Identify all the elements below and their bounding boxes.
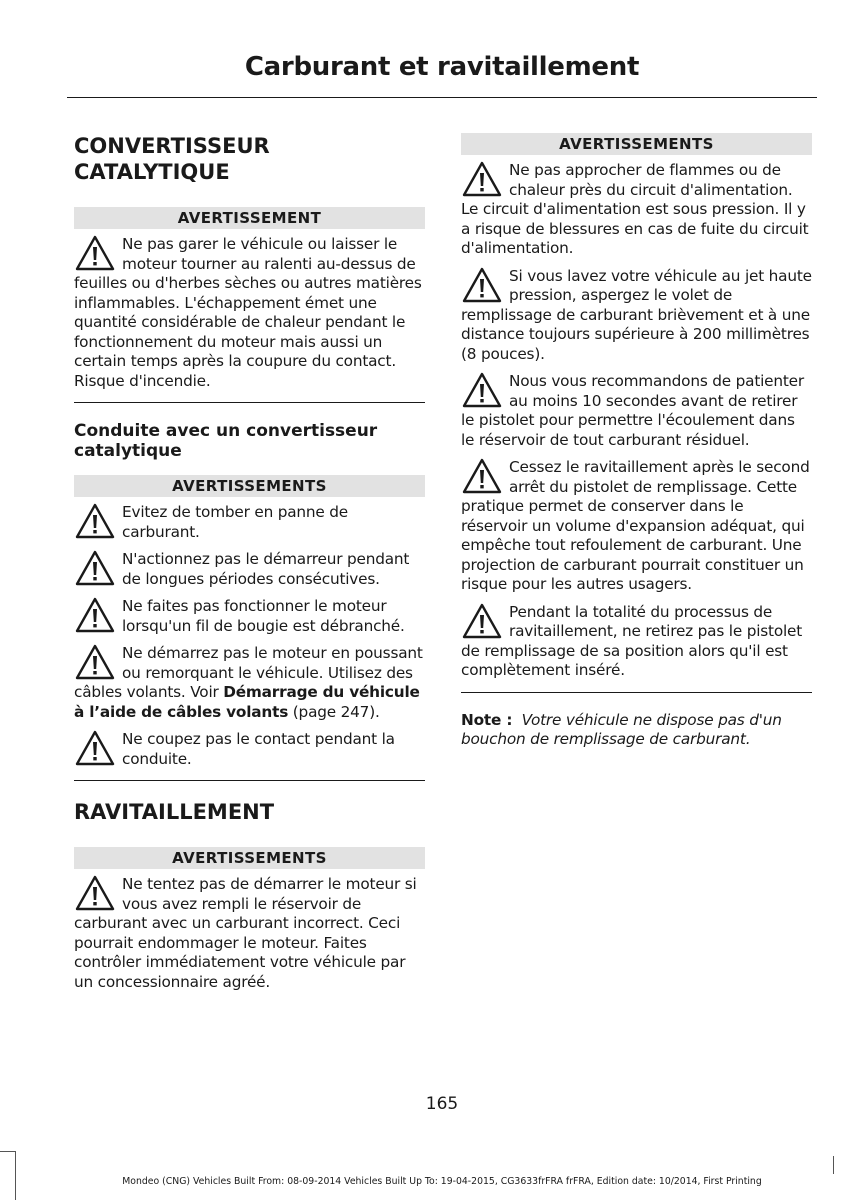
warning-box-header: AVERTISSEMENT [74, 207, 425, 229]
page-reference: (page 247). [288, 702, 380, 721]
warning-text: Evitez de tomber en panne de carburant. [122, 503, 349, 541]
page-title: Carburant et ravitaillement [244, 52, 640, 82]
warning-item [461, 372, 812, 450]
warning-triangle-icon [75, 550, 115, 587]
page-number: 165 [425, 1094, 459, 1114]
crop-mark [15, 1152, 16, 1200]
warning-triangle-icon [75, 503, 115, 540]
warning-item [74, 875, 425, 992]
warnings-box [461, 133, 812, 693]
warning-text: Ne faites pas fonctionner le moteur lorsqu'un fil de bougie est débranché. [122, 597, 405, 635]
note-label: Note : [461, 710, 513, 729]
warning-text: Ne pas approcher de flammes ou de chaleur près du circuit d'alimentation. Le circuit d'alimentation est sous pression. Il y a risque de blessures en cas de fuite du circuit d'alimentation. [461, 161, 809, 257]
warning-triangle-icon [462, 161, 502, 198]
section-title-catalytic-converter: CONVERTISSEUR CATALYTIQUE [74, 134, 270, 184]
warning-text: Si vous lavez votre véhicule au jet haute pression, aspergez le volet de remplissage de carburant brièvement et à une distance toujours supérieure à 200 millimètres (8 pouces). [461, 266, 812, 363]
warnings-box [74, 847, 425, 1003]
warning-text: Pendant la totalité du processus de ravitaillement, ne retirez pas le pistolet de remplissage de sa position alors qu'il est complètement inséré. [461, 602, 803, 679]
warning-item [461, 458, 812, 595]
warning-box-header: AVERTISSEMENTS [461, 133, 812, 155]
warning-text: Cessez le ravitaillement après le second arrêt du pistolet de remplissage. Cette pratique permet de conserver dans le réservoir un volume d'expansion adéquat, qui empêche tout refoulement de carburant. Une projection de carburant pourrait constituer un risque pour les autres usagers. [461, 458, 810, 593]
crop-mark [833, 1156, 834, 1174]
warning-item [74, 730, 425, 769]
right-column [461, 133, 812, 750]
warning-triangle-icon [75, 875, 115, 912]
warning-item [74, 235, 425, 391]
warning-text: Ne tentez pas de démarrer le moteur si vous avez rempli le réservoir de carburant avec un carburant incorrect. Ceci pourrait endommager le moteur. Faites contrôler immédiatement votre véhicule par un concessionnaire agréé. [74, 875, 417, 991]
crop-mark [0, 1151, 16, 1152]
warning-triangle-icon [462, 372, 502, 409]
note [461, 711, 812, 750]
warning-triangle-icon [75, 597, 115, 634]
title-divider [67, 97, 817, 98]
cross-reference-link[interactable]: Démarrage du véhicule à l’aide de câbles volants [74, 683, 420, 721]
warning-text: Ne pas garer le véhicule ou laisser le moteur tourner au ralenti au-dessus de feuilles ou d'herbes sèches ou autres matières inflammables. L'échappement émet une quantité considérable de chaleur pendant le fonctionnement du moteur mais aussi un certain temps après la coupure du contact. Risque d'incendie. [74, 235, 422, 390]
warning-box-header: AVERTISSEMENTS [74, 475, 425, 497]
section-title-refueling: RAVITAILLEMENT [74, 800, 275, 824]
warning-triangle-icon [75, 235, 115, 272]
footer-text: Mondeo (CNG) Vehicles Built From: 08-09-2014 Vehicles Built Up To: 19-04-2015, CG3633frFRA frFRA, Edition date: 10/2014, First Printing [122, 1176, 762, 1187]
warnings-box [74, 475, 425, 781]
warning-item [461, 267, 812, 365]
subsection-title-driving: Conduite avec un convertisseur catalytique [74, 421, 378, 461]
warning-triangle-icon [75, 644, 115, 681]
warning-triangle-icon [462, 603, 502, 640]
warning-text: Ne coupez pas le contact pendant la conduite. [122, 730, 395, 768]
warning-text: Ne démarrez pas le moteur en poussant ou remorquant le véhicule. Utilisez des câbles volants. Voir [74, 644, 423, 701]
warning-box [74, 207, 425, 403]
warning-triangle-icon [75, 730, 115, 767]
warning-text: N'actionnez pas le démarreur pendant de longues périodes consécutives. [122, 550, 410, 588]
warning-item [74, 597, 425, 636]
warning-item [74, 503, 425, 542]
warning-item [74, 550, 425, 589]
warning-item [461, 161, 812, 259]
warning-text: Nous vous recommandons de patienter au moins 10 secondes avant de retirer le pistolet pour permettre l'écoulement dans le réservoir de tout carburant résiduel. [461, 372, 804, 449]
note-text: Votre véhicule ne dispose pas d'un bouchon de remplissage de carburant. [461, 710, 782, 748]
left-column [74, 133, 425, 1003]
warning-triangle-icon [462, 267, 502, 304]
warning-triangle-icon [462, 458, 502, 495]
warning-item [74, 644, 425, 722]
warning-item [461, 603, 812, 681]
warning-box-header: AVERTISSEMENTS [74, 847, 425, 869]
